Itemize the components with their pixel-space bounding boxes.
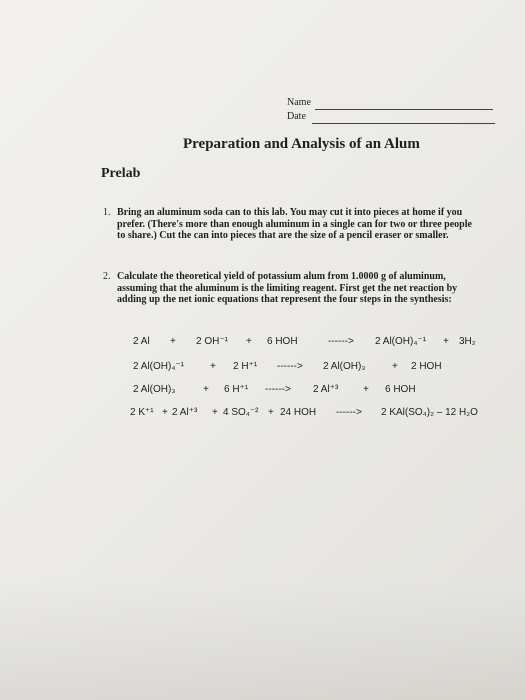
eq-term: 2 KAl(SO₄)₂ – 12 H₂O [381, 407, 478, 418]
date-label: Date [287, 111, 306, 122]
eq-plus: + [162, 407, 168, 418]
eq-plus: + [203, 384, 209, 395]
eq-plus: + [210, 361, 216, 372]
eq-plus: + [443, 336, 449, 347]
eq-term: 6 HOH [267, 336, 298, 347]
question-number: 1. [103, 207, 111, 218]
page-shadow [0, 580, 525, 700]
eq-term: 2 Al⁺³ [313, 384, 339, 395]
question-text [117, 271, 477, 306]
eq-term: 24 HOH [280, 407, 317, 418]
eq-term: 3H₂ [459, 336, 476, 347]
eq-plus: + [363, 384, 369, 395]
eq-term: 2 HOH [411, 361, 442, 372]
eq-term: 6 H⁺¹ [224, 384, 249, 395]
question-line: to share.) Cut the can into pieces that are the size of a pencil eraser or smaller. [117, 230, 449, 241]
eq-plus: + [268, 407, 274, 418]
name-label: Name [287, 97, 311, 108]
name-line [315, 109, 493, 110]
question-line: adding up the net ionic equations that represent the four steps in the synthesis: [117, 294, 452, 305]
eq-arrow: ------> [265, 384, 291, 395]
eq-term: 2 Al(OH)₃ [133, 384, 176, 395]
eq-term: 2 Al(OH)₄⁻¹ [133, 361, 185, 372]
eq-plus: + [212, 407, 218, 418]
eq-term: 2 Al [133, 336, 150, 347]
eq-term: 4 SO₄⁻² [223, 407, 259, 418]
eq-arrow: ------> [277, 361, 303, 372]
question-number: 2. [103, 271, 111, 282]
eq-term: 2 K⁺¹ [130, 407, 154, 418]
eq-term: 6 HOH [385, 384, 416, 395]
eq-arrow: ------> [336, 407, 362, 418]
eq-term: 2 OH⁻¹ [196, 336, 228, 347]
section-heading: Prelab [101, 166, 141, 181]
date-line [312, 123, 495, 124]
eq-arrow: ------> [328, 336, 354, 347]
question-line: assuming that the aluminum is the limiting reagent. First get the net reaction by [117, 282, 458, 294]
page-title: Preparation and Analysis of an Alum [183, 136, 420, 152]
eq-term: 2 Al(OH)₃ [323, 361, 366, 372]
eq-term: 2 H⁺¹ [233, 361, 258, 372]
eq-plus: + [246, 336, 252, 347]
eq-plus: + [392, 361, 398, 372]
eq-term: 2 Al(OH)₄⁻¹ [375, 336, 427, 347]
question-line: prefer. (There's more than enough aluminum in a single can for two or three people [117, 218, 472, 230]
question-line: Bring an aluminum soda can to this lab. You may cut it into pieces at home if you [117, 207, 463, 218]
eq-plus: + [170, 336, 176, 347]
question-line: Calculate the theoretical yield of potassium alum from 1.0000 g of aluminum, [117, 271, 446, 282]
eq-term: 2 Al⁺³ [172, 407, 198, 418]
question-text [117, 207, 477, 242]
